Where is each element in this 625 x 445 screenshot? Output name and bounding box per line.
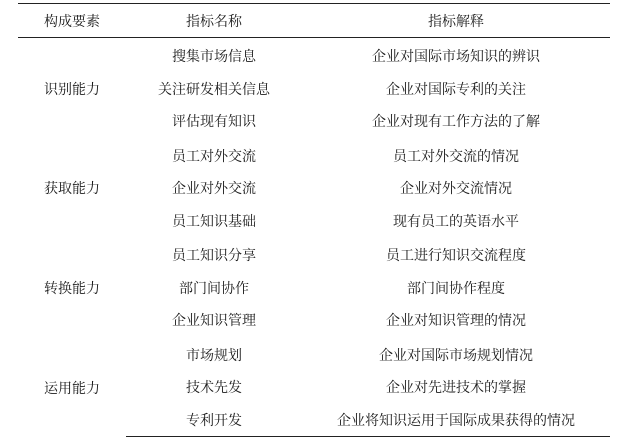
indicator-explain-cell: 企业对国际专利的关注 (386, 81, 526, 98)
indicator-name-cell: 员工对外交流 (172, 148, 256, 165)
table-row (18, 138, 610, 173)
table-row (18, 38, 610, 73)
indicator-explain-cell: 企业对外交流情况 (400, 181, 512, 198)
indicator-name-cell: 技术先发 (186, 380, 242, 397)
indicator-name-cell: 专利开发 (126, 404, 302, 437)
indicator-name-cell: 企业对外交流 (172, 181, 256, 198)
indicator-name-cell: 企业知识管理 (172, 313, 256, 330)
indicator-explain-cell: 员工对外交流的情况 (393, 148, 519, 165)
indicator-table (18, 3, 610, 437)
header-indicator-name: 指标名称 (126, 4, 302, 38)
table-header-row (18, 4, 610, 38)
indicator-explain-cell: 企业对国际市场规划情况 (379, 347, 533, 364)
indicator-explain-cell: 企业将知识运用于国际成果获得的情况 (302, 404, 610, 437)
indicator-name-cell: 员工知识基础 (172, 213, 256, 230)
indicator-explain-cell: 现有员工的英语水平 (393, 213, 519, 230)
indicator-name-cell: 评估现有知识 (172, 114, 256, 131)
header-factor: 构成要素 (18, 4, 126, 38)
factor-cell: 转换能力 (44, 280, 100, 297)
indicator-explain-cell: 企业对知识管理的情况 (386, 313, 526, 330)
table-row (18, 237, 610, 272)
factor-cell: 获取能力 (44, 181, 100, 198)
header-indicator-explanation: 指标解释 (302, 4, 610, 38)
factor-cell: 运用能力 (44, 380, 100, 397)
indicator-explain-cell: 员工进行知识交流程度 (386, 248, 526, 265)
indicator-explain-cell: 企业对先进技术的掌握 (386, 380, 526, 397)
indicator-name-cell: 关注研发相关信息 (158, 81, 270, 98)
table-row (18, 337, 610, 372)
indicator-explain-cell: 企业对国际市场知识的辨识 (372, 49, 540, 66)
indicator-name-cell: 市场规划 (186, 347, 242, 364)
indicator-explain-cell: 企业对现有工作方法的了解 (372, 114, 540, 131)
indicator-name-cell: 部门间协作 (179, 280, 249, 297)
indicator-name-cell: 搜集市场信息 (172, 49, 256, 66)
indicator-explain-cell: 部门间协作程度 (407, 280, 505, 297)
factor-cell: 识别能力 (44, 81, 100, 98)
indicator-name-cell: 员工知识分享 (172, 248, 256, 265)
